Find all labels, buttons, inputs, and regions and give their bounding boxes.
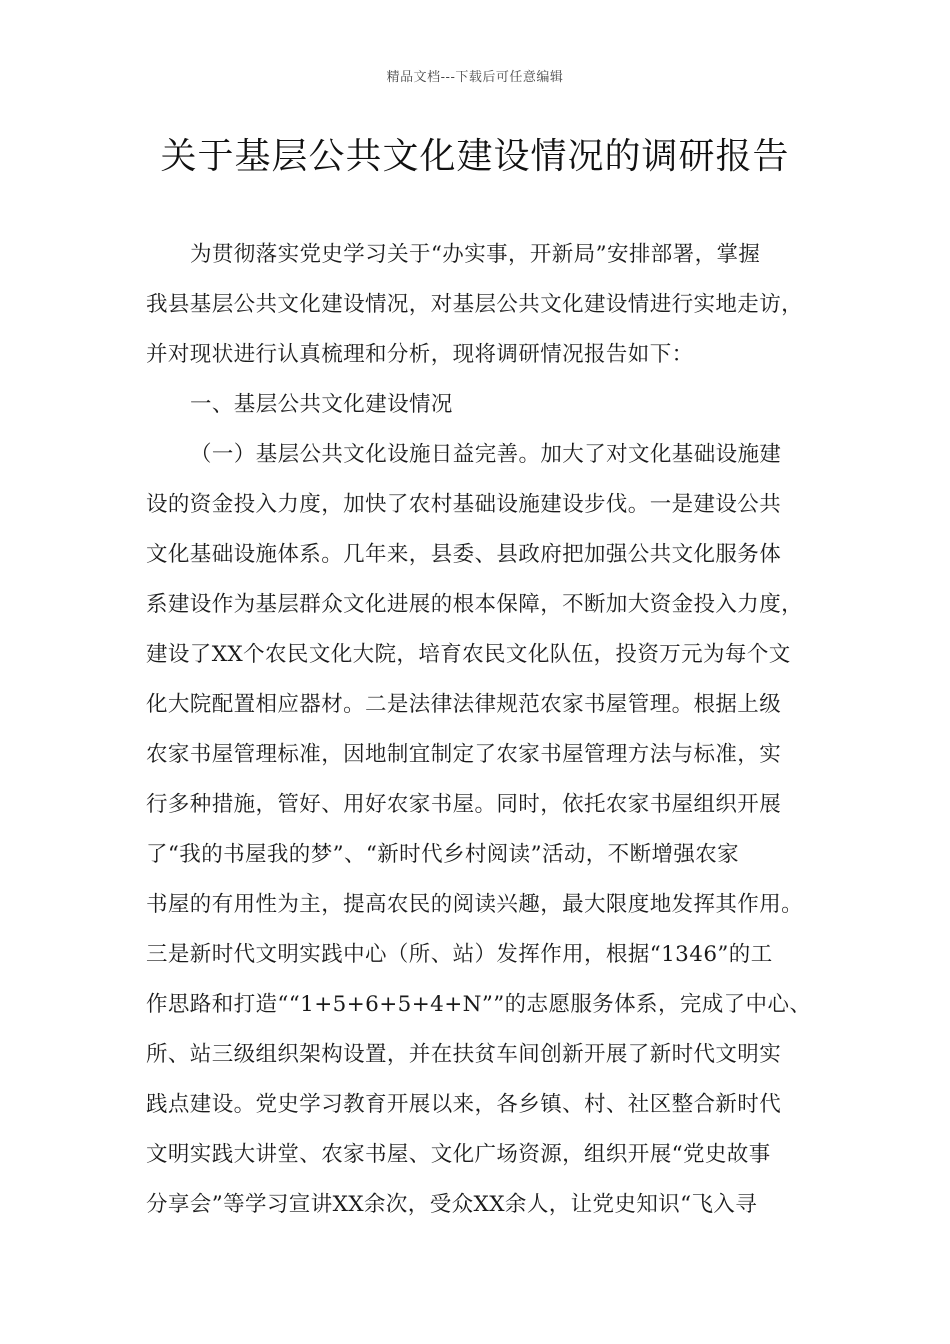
body-text	[146, 230, 826, 1230]
text-line: 设的资金投入力度，加快了农村基础设施建设步伐。一是建设公共	[146, 492, 782, 517]
text-line: 建设了XX个农民文化大院，培育农民文化队伍，投资万元为每个文	[146, 642, 791, 667]
text-line: 书屋的有用性为主，提高农民的阅读兴趣，最大限度地发挥其作用。	[146, 892, 804, 917]
text-line: 所、站三级组织架构设置，并在扶贫车间创新开展了新时代文明实	[146, 1042, 782, 1067]
text-line: 三是新时代文明实践中心（所、站）发挥作用，根据“1346”的工	[146, 942, 773, 967]
text-line: 文化基础设施体系。几年来，县委、县政府把加强公共文化服务体	[146, 542, 782, 567]
text-line: 并对现状进行认真梳理和分析，现将调研情况报告如下：	[146, 342, 694, 367]
document-title: 关于基层公共文化建设情况的调研报告	[160, 136, 790, 177]
text-line: （一）基层公共文化设施日益完善。加大了对文化基础设施建	[190, 442, 782, 467]
text-line: 为贯彻落实党史学习关于“办实事，开新局”安排部署，掌握	[190, 242, 761, 267]
text-line: 践点建设。党史学习教育开展以来，各乡镇、村、社区整合新时代	[146, 1092, 782, 1117]
text-line: 农家书屋管理标准，因地制宜制定了农家书屋管理方法与标准，实	[146, 742, 782, 767]
text-line: 我县基层公共文化建设情况，对基层公共文化建设情进行实地走访，	[146, 292, 804, 317]
text-line: 作思路和打造““1+5+6+5+4+N””的志愿服务体系，完成了中心、	[146, 992, 812, 1017]
text-line: 文明实践大讲堂、农家书屋、文化广场资源，组织开展“党史故事	[146, 1142, 771, 1167]
text-line: 了“我的书屋我的梦”、“新时代乡村阅读”活动，不断增强农家	[146, 842, 740, 867]
text-line: 行多种措施，管好、用好农家书屋。同时，依托农家书屋组织开展	[146, 792, 782, 817]
text-line: 分享会”等学习宣讲XX余次，受众XX余人，让党史知识“飞入寻	[146, 1192, 758, 1217]
text-line: 系建设作为基层群众文化进展的根本保障，不断加大资金投入力度，	[146, 592, 804, 617]
text-line: 化大院配置相应器材。二是法律法律规范农家书屋管理。根据上级	[146, 692, 782, 717]
header-note: 精品文档---下载后可任意编辑	[386, 70, 564, 85]
section-heading: 一、基层公共文化建设情况	[190, 392, 453, 417]
